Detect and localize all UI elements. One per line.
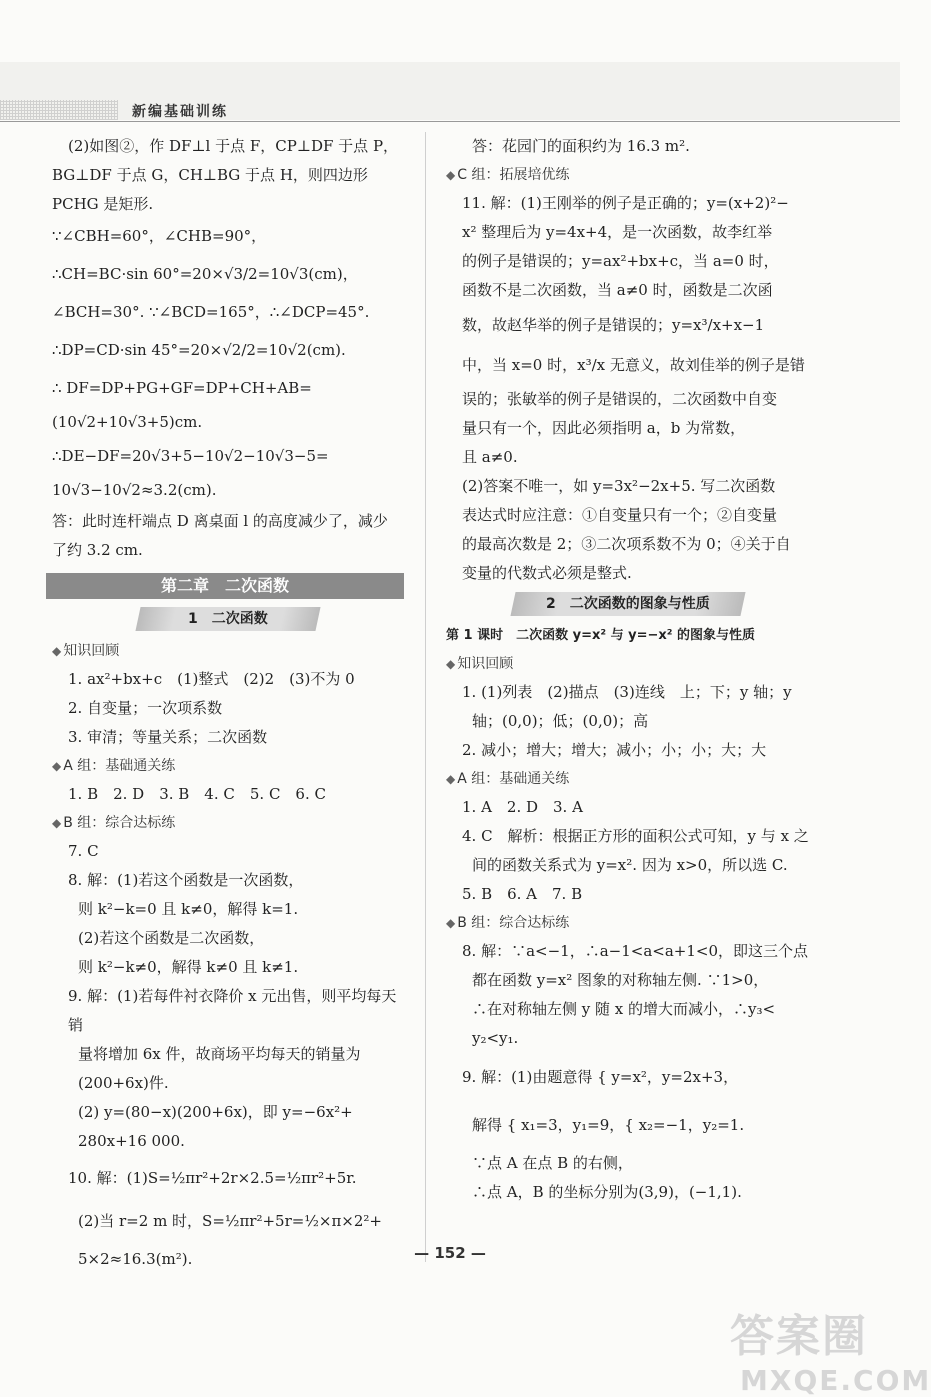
formula-line: (2)当 r=2 m 时，S=½πr²+5r=½×π×2²+	[78, 1212, 382, 1230]
text-line: 8. 解：(1)若这个函数是一次函数，	[68, 871, 304, 889]
right-column	[446, 132, 810, 1207]
section-heading	[446, 909, 810, 937]
text-line: y₂<y₁.	[472, 1029, 519, 1047]
text-line: ∴点 A，B 的坐标分别为(3,9)，(−1,1).	[472, 1183, 742, 1201]
section-heading-text: 知识回顾	[457, 656, 514, 672]
text-line: 280x+16 000.	[78, 1132, 185, 1150]
answer-line: 了约 3.2 cm.	[52, 541, 143, 559]
formula-line: 10. 解：(1)S=½πr²+2r×2.5=½πr²+5r.	[68, 1169, 357, 1187]
text-line: (2)答案不唯一，如 y=3x²−2x+5. 写二次函数	[462, 477, 776, 495]
text-line: 3. 审清；等量关系；二次函数	[68, 728, 268, 746]
text-line: 1. ax²+bx+c (1)整式 (2)2 (3)不为 0	[68, 670, 355, 688]
header-decoration	[0, 100, 118, 120]
text-line: 4. C 解析：根据正方形的面积公式可知，y 与 x 之	[462, 827, 809, 845]
section-heading	[446, 161, 810, 189]
text-line: 间的函数关系式为 y=x². 因为 x>0，所以选 C.	[472, 856, 788, 874]
text-line: 2. 减小；增大；增大；减小；小；小；大；大	[462, 741, 767, 759]
answer-line: 答：花园门的面积约为 16.3 m².	[472, 137, 690, 155]
text-line: ∵∠CBH=60°，∠CHB=90°，	[52, 227, 267, 245]
diamond-icon: ◆	[446, 916, 456, 930]
text-line: ∠BCH=30°. ∵∠BCD=165°，∴∠DCP=45°.	[52, 303, 370, 321]
section-heading	[446, 765, 810, 793]
formula-line: 9. 解：(1)由题意得 { y=x²，y=2x+3，	[462, 1068, 739, 1086]
watermark-logo: 答案圈	[730, 1311, 868, 1362]
section-heading-text: C 组：拓展培优练	[457, 167, 570, 183]
formula-line: 解得 { x₁=3，y₁=9，{ x₂=−1，y₂=1.	[472, 1116, 745, 1134]
section-heading	[52, 637, 404, 665]
text-line: ∵点 A 在点 B 的右侧，	[472, 1154, 633, 1172]
text-line: PCHG 是矩形.	[52, 195, 154, 213]
text-line: ∴ DF=DP+PG+GF=DP+CH+AB=	[52, 379, 312, 397]
text-line: 函数不是二次函数，当 a≠0 时，函数是二次函	[462, 281, 773, 299]
text-line: 轴；(0,0)；低；(0,0)；高	[472, 712, 649, 730]
answer-line: 答：此时连杆端点 D 离桌面 l 的高度减少了，减少	[52, 512, 388, 530]
formula-line: 中，当 x=0 时，x³/x 无意义，故刘佳举的例子是错	[462, 356, 805, 374]
text-line: (10√2+10√3+5)cm.	[52, 413, 203, 431]
text-line: 都在函数 y=x² 图象的对称轴左侧. ∵1>0，	[472, 971, 769, 989]
text-line: 的例子是错误的；y=ax²+bx+c，当 a=0 时，	[462, 252, 779, 270]
lesson-title-text: 2 二次函数的图象与性质	[546, 596, 710, 612]
section-heading	[52, 752, 404, 780]
column-divider	[425, 132, 426, 1262]
text-line: 2. 自变量；一次项系数	[68, 699, 223, 717]
text-line: 量将增加 6x 件，故商场平均每天的销量为	[78, 1045, 361, 1063]
text-line: ∴DE−DF=20√3+5−10√2−10√3−5=	[52, 447, 329, 465]
text-line: 表达式时应注意：①自变量只有一个；②自变量	[462, 506, 778, 524]
text-line: 变量的代数式必须是整式.	[462, 564, 632, 582]
section-heading	[52, 809, 404, 837]
text-line: 10√3−10√2≈3.2(cm).	[52, 481, 217, 499]
section-heading-text: A 组：基础通关练	[63, 758, 176, 774]
text-line: 1. A 2. D 3. A	[462, 798, 583, 816]
diamond-icon: ◆	[446, 657, 456, 671]
lesson-subtitle: 第 1 课时 二次函数 y=x² 与 y=−x² 的图象与性质	[446, 628, 755, 643]
text-line: 则 k²−k≠0，解得 k≠0 且 k≠1.	[78, 958, 299, 976]
left-column	[52, 132, 404, 1276]
text-line: 量只有一个，因此必须指明 a，b 为常数，	[462, 419, 746, 437]
diamond-icon: ◆	[52, 816, 62, 830]
chapter-title: 第二章 二次函数	[46, 573, 404, 599]
section-heading-text: B 组：综合达标练	[63, 815, 176, 831]
header-rule	[0, 121, 900, 122]
text-line: 1. B 2. D 3. B 4. C 5. C 6. C	[68, 785, 326, 803]
section-heading-text: B 组：综合达标练	[457, 915, 570, 931]
formula-line: ∴CH=BC·sin 60°=20×√3/2=10√3(cm)，	[52, 265, 358, 283]
lesson-title-text: 1 二次函数	[188, 611, 268, 627]
text-line: 7. C	[68, 842, 99, 860]
page-number: — 152 —	[414, 1244, 486, 1262]
diamond-icon: ◆	[446, 168, 456, 182]
text-line: (2) y=(80−x)(200+6x)，即 y=−6x²+	[78, 1103, 353, 1121]
text-line: 的最高次数是 2；③二次项系数不为 0；④关于自	[462, 535, 791, 553]
text-line: ∴在对称轴左侧 y 随 x 的增大而减小，∴y₃<	[472, 1000, 776, 1018]
text-line: 8. 解：∵a<−1，∴a−1<a<a+1<0，即这三个点	[462, 942, 809, 960]
text-line: (2)如图②，作 DF⊥l 于点 F，CP⊥DF 于点 P，	[68, 137, 399, 155]
formula-line: ∴DP=CD·sin 45°=20×√2/2=10√2(cm).	[52, 341, 346, 359]
text-line: (2)若这个函数是二次函数，	[78, 929, 265, 947]
series-title: 新编基础训练	[132, 104, 228, 120]
section-heading	[446, 650, 810, 678]
text-line: 则 k²−k=0 且 k≠0，解得 k=1.	[78, 900, 299, 918]
diamond-icon: ◆	[446, 772, 456, 786]
text-line: 11. 解：(1)王刚举的例子是正确的；y=(x+2)²−	[462, 194, 789, 212]
section-heading-text: 知识回顾	[63, 643, 120, 659]
text-line: x² 整理后为 y=4x+4，是一次函数，故李红举	[462, 223, 773, 241]
diamond-icon: ◆	[52, 759, 62, 773]
text-line: 5×2≈16.3(m²).	[78, 1250, 193, 1268]
text-line: BG⊥DF 于点 G，CH⊥BG 于点 H，则四边形	[52, 166, 368, 184]
lesson-title	[510, 592, 745, 616]
text-line: 1. (1)列表 (2)描点 (3)连线 上；下；y 轴；y	[462, 683, 792, 701]
text-line: 误的；张敏举的例子是错误的，二次函数中自变	[462, 390, 778, 408]
section-heading-text: A 组：基础通关练	[457, 771, 570, 787]
text-line: 5. B 6. A 7. B	[462, 885, 583, 903]
watermark	[730, 1300, 931, 1397]
text-line: 9. 解：(1)若每件衬衣降价 x 元出售，则平均每天销	[68, 987, 397, 1034]
text-line: 且 a≠0.	[462, 448, 518, 466]
diamond-icon: ◆	[52, 644, 62, 658]
lesson-title	[135, 607, 320, 631]
formula-line: 数，故赵华举的例子是错误的；y=x³/x+x−1	[462, 316, 765, 334]
watermark-url: MXQE.COM	[740, 1364, 931, 1397]
text-line: (200+6x)件.	[78, 1074, 169, 1092]
